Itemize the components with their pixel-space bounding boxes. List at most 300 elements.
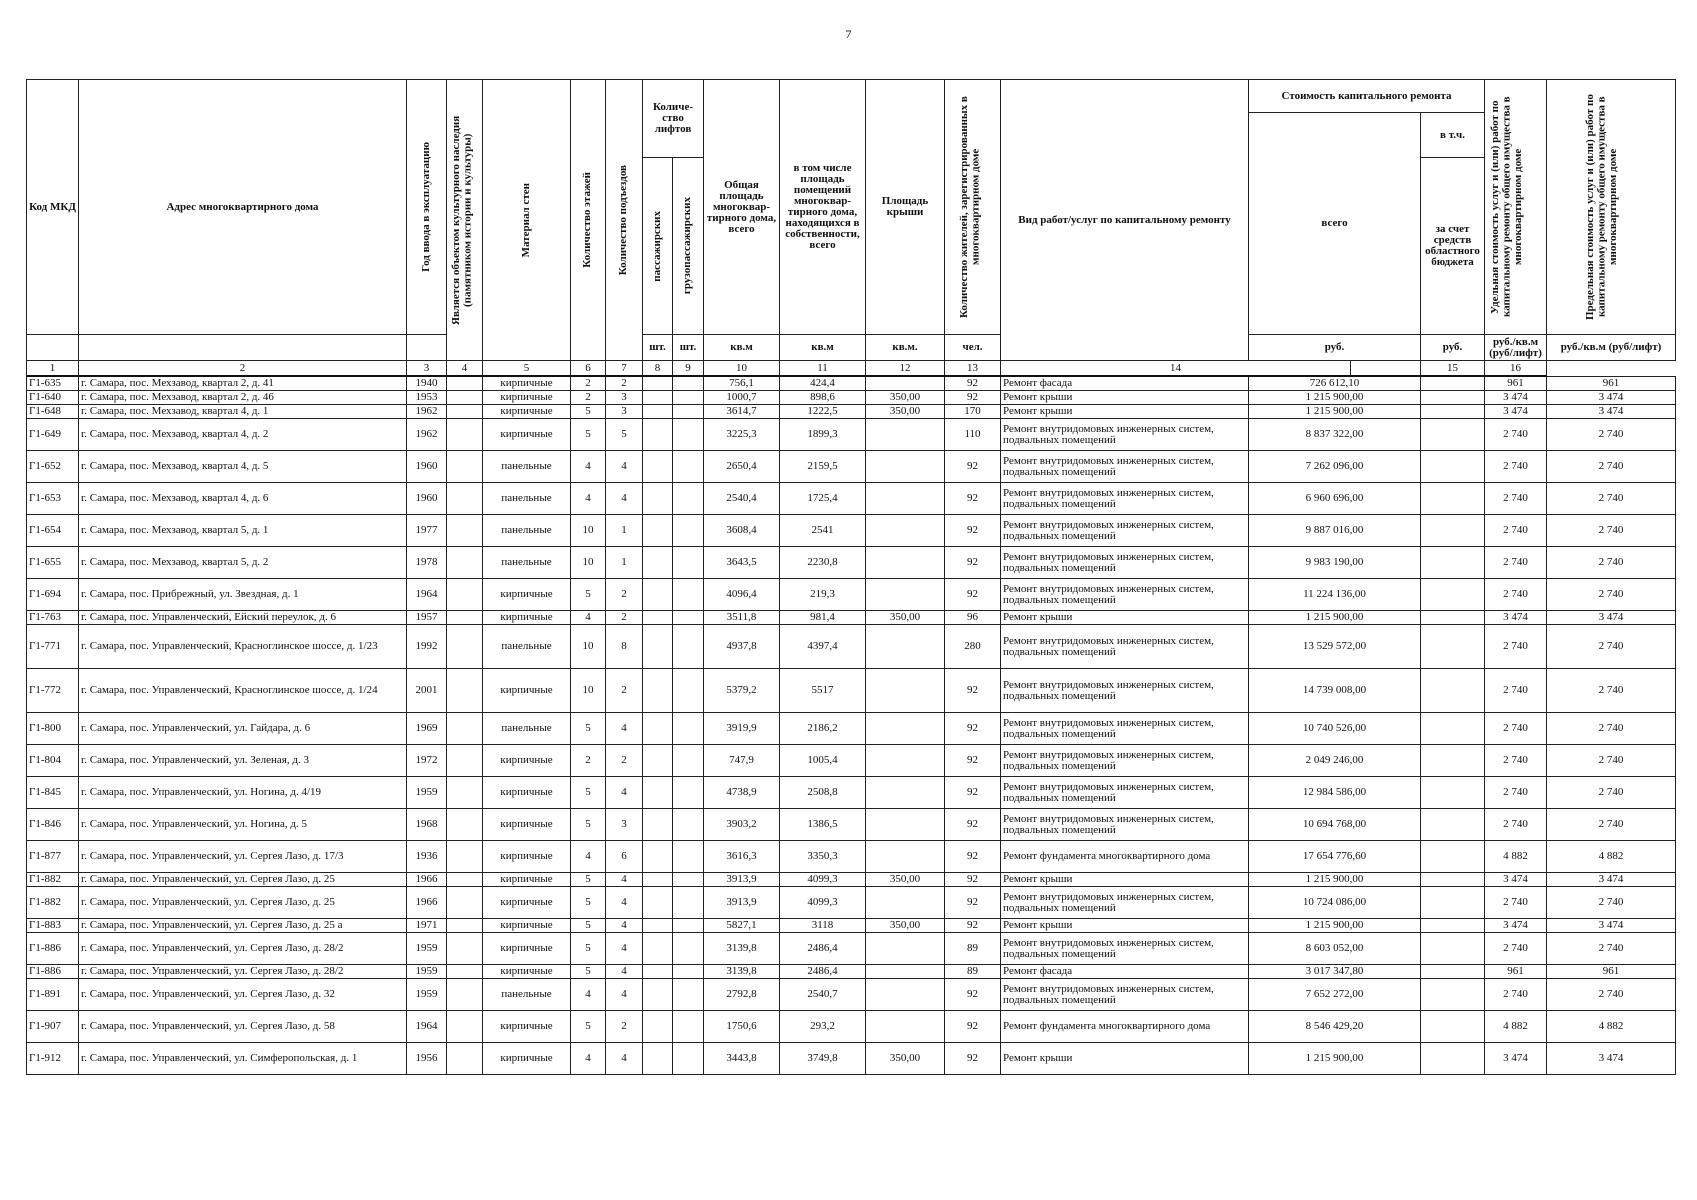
cell-cost-regional (1421, 611, 1485, 625)
cell-material: панельные (483, 451, 571, 483)
cell-kod: Г1-907 (27, 1011, 79, 1043)
cell-floors: 5 (571, 419, 606, 451)
table-row (27, 1011, 1676, 1043)
cell-material: кирпичные (483, 419, 571, 451)
cell-entrances: 6 (606, 841, 643, 873)
unit-cell: шт. (643, 335, 673, 361)
cell-roof-area (866, 376, 945, 391)
cell-cost-regional (1421, 451, 1485, 483)
cell-kod: Г1-655 (27, 547, 79, 579)
cell-entrances: 4 (606, 919, 643, 933)
cell-cultural (447, 965, 483, 979)
cell-unit-cost: 2 740 (1485, 419, 1547, 451)
cell-owned-area: 2540,7 (780, 979, 866, 1011)
cell-year: 1953 (407, 391, 447, 405)
cell-floors: 4 (571, 1043, 606, 1075)
cell-work-type: Ремонт крыши (1001, 391, 1249, 405)
cell-address: г. Самара, пос. Мехзавод, квартал 5, д. 1 (79, 515, 407, 547)
column-number-cell: 10 (704, 361, 780, 377)
cell-work-type: Ремонт фундамента многоквартирного дома (1001, 1011, 1249, 1043)
cell-work-type: Ремонт крыши (1001, 873, 1249, 887)
unit-cell: руб. (1421, 335, 1485, 361)
cell-work-type: Ремонт внутридомовых инженерных систем, подвальных помещений (1001, 579, 1249, 611)
cell-unit-cost: 3 474 (1485, 919, 1547, 933)
cell-material: кирпичные (483, 669, 571, 713)
cell-cost-regional (1421, 669, 1485, 713)
cell-lifts-passenger (643, 611, 673, 625)
cell-year: 1968 (407, 809, 447, 841)
cell-total-area: 3608,4 (704, 515, 780, 547)
cell-lifts-cargo (673, 933, 704, 965)
cell-lifts-cargo (673, 713, 704, 745)
cell-address: г. Самара, пос. Управленческий, ул. Гайдара, д. 6 (79, 713, 407, 745)
cell-owned-area: 2508,8 (780, 777, 866, 809)
cell-entrances: 2 (606, 745, 643, 777)
cell-total-area: 3903,2 (704, 809, 780, 841)
cell-unit-cost: 2 740 (1485, 745, 1547, 777)
cell-material: панельные (483, 625, 571, 669)
cell-owned-area: 981,4 (780, 611, 866, 625)
cell-kod: Г1-640 (27, 391, 79, 405)
cell-residents: 92 (945, 547, 1001, 579)
cell-roof-area: 350,00 (866, 873, 945, 887)
cell-work-type: Ремонт внутридомовых инженерных систем, подвальных помещений (1001, 483, 1249, 515)
cell-work-type: Ремонт внутридомовых инженерных систем, подвальных помещений (1001, 933, 1249, 965)
cell-lifts-cargo (673, 1043, 704, 1075)
cell-material: кирпичные (483, 933, 571, 965)
cell-total-area: 747,9 (704, 745, 780, 777)
table-row (27, 873, 1676, 887)
cell-floors: 5 (571, 873, 606, 887)
cell-lifts-cargo (673, 777, 704, 809)
cell-floors: 5 (571, 933, 606, 965)
cell-floors: 4 (571, 611, 606, 625)
cell-owned-area: 1725,4 (780, 483, 866, 515)
cell-cost-regional (1421, 713, 1485, 745)
cell-lifts-cargo (673, 919, 704, 933)
cell-entrances: 3 (606, 809, 643, 841)
table-row (27, 887, 1676, 919)
header-max-cost: Предельная стоимость услуг и (или) работ по капитальному ремонту общего имущества в многоквартирном доме (1547, 80, 1676, 335)
cell-lifts-cargo (673, 391, 704, 405)
table-row (27, 391, 1676, 405)
cell-work-type: Ремонт крыши (1001, 1043, 1249, 1075)
cell-cost-total: 8 603 052,00 (1249, 933, 1421, 965)
cell-entrances: 3 (606, 391, 643, 405)
cell-total-area: 1750,6 (704, 1011, 780, 1043)
table-row (27, 483, 1676, 515)
cell-cultural (447, 419, 483, 451)
cell-roof-area (866, 841, 945, 873)
column-number-cell: 3 (407, 361, 447, 377)
cell-floors: 4 (571, 841, 606, 873)
cell-kod: Г1-845 (27, 777, 79, 809)
cell-lifts-passenger (643, 887, 673, 919)
units-row (27, 335, 1676, 361)
cell-lifts-cargo (673, 809, 704, 841)
cell-residents: 92 (945, 919, 1001, 933)
cell-roof-area (866, 515, 945, 547)
cell-kod: Г1-882 (27, 873, 79, 887)
cell-roof-area (866, 419, 945, 451)
cell-entrances: 4 (606, 979, 643, 1011)
header-row (27, 80, 1676, 113)
header-lifts-passenger: пассажирских (643, 158, 673, 335)
column-number-cell: 7 (606, 361, 643, 377)
header-total-area: Общая площадь многоквар-тирного дома, всего (704, 80, 780, 335)
cell-cultural (447, 713, 483, 745)
cell-material: кирпичные (483, 376, 571, 391)
cell-material: кирпичные (483, 841, 571, 873)
cell-cultural (447, 483, 483, 515)
cell-year: 1959 (407, 777, 447, 809)
cell-work-type: Ремонт внутридомовых инженерных систем, подвальных помещений (1001, 777, 1249, 809)
cell-owned-area: 4397,4 (780, 625, 866, 669)
table-row (27, 515, 1676, 547)
cell-total-area: 5379,2 (704, 669, 780, 713)
cell-lifts-passenger (643, 919, 673, 933)
table-row (27, 841, 1676, 873)
cell-total-area: 1000,7 (704, 391, 780, 405)
cell-year: 1964 (407, 579, 447, 611)
cell-residents: 92 (945, 777, 1001, 809)
cell-address: г. Самара, пос. Мехзавод, квартал 4, д. 6 (79, 483, 407, 515)
cell-floors: 5 (571, 777, 606, 809)
cell-cost-total: 10 724 086,00 (1249, 887, 1421, 919)
cell-cultural (447, 841, 483, 873)
header-cost-incl: в т.ч. (1421, 113, 1485, 158)
cell-year: 1971 (407, 919, 447, 933)
cell-entrances: 8 (606, 625, 643, 669)
cell-owned-area: 5517 (780, 669, 866, 713)
cell-material: кирпичные (483, 873, 571, 887)
cell-lifts-passenger (643, 376, 673, 391)
cell-max-cost: 2 740 (1547, 515, 1676, 547)
cell-max-cost: 3 474 (1547, 919, 1676, 933)
cell-residents: 96 (945, 611, 1001, 625)
repair-register-table (26, 79, 1676, 1075)
cell-entrances: 4 (606, 887, 643, 919)
cell-floors: 10 (571, 669, 606, 713)
cell-cultural (447, 451, 483, 483)
unit-cell: руб. (1249, 335, 1421, 361)
cell-floors: 10 (571, 547, 606, 579)
cell-work-type: Ремонт внутридомовых инженерных систем, подвальных помещений (1001, 745, 1249, 777)
cell-owned-area: 2486,4 (780, 933, 866, 965)
table-row (27, 669, 1676, 713)
cell-unit-cost: 2 740 (1485, 979, 1547, 1011)
header-year: Год ввода в эксплуатацию (407, 80, 447, 335)
cell-lifts-passenger (643, 515, 673, 547)
cell-cost-regional (1421, 841, 1485, 873)
cell-lifts-passenger (643, 625, 673, 669)
cell-roof-area (866, 979, 945, 1011)
cell-work-type: Ремонт крыши (1001, 919, 1249, 933)
cell-year: 1964 (407, 1011, 447, 1043)
cell-residents: 92 (945, 809, 1001, 841)
cell-unit-cost: 2 740 (1485, 579, 1547, 611)
cell-cultural (447, 669, 483, 713)
cell-address: г. Самара, пос. Управленческий, ул. Сергея Лазо, д. 32 (79, 979, 407, 1011)
cell-cultural (447, 376, 483, 391)
unit-cell: кв.м (780, 335, 866, 361)
cell-total-area: 4096,4 (704, 579, 780, 611)
cell-work-type: Ремонт внутридомовых инженерных систем, подвальных помещений (1001, 713, 1249, 745)
cell-material: кирпичные (483, 777, 571, 809)
table-row (27, 777, 1676, 809)
cell-total-area: 3614,7 (704, 405, 780, 419)
cell-kod: Г1-877 (27, 841, 79, 873)
table-row (27, 713, 1676, 745)
cell-work-type: Ремонт внутридомовых инженерных систем, подвальных помещений (1001, 419, 1249, 451)
cell-material: кирпичные (483, 1011, 571, 1043)
cell-total-area: 3443,8 (704, 1043, 780, 1075)
cell-entrances: 1 (606, 515, 643, 547)
cell-cultural (447, 873, 483, 887)
column-number-cell: 13 (945, 361, 1001, 377)
cell-work-type: Ремонт крыши (1001, 405, 1249, 419)
cell-address: г. Самара, пос. Управленческий, Красноглинское шоссе, д. 1/23 (79, 625, 407, 669)
cell-residents: 92 (945, 873, 1001, 887)
cell-max-cost: 2 740 (1547, 669, 1676, 713)
header-residents: Количество жителей, зарегистрированных в многоквартирном доме (945, 80, 1001, 335)
cell-cost-total: 7 262 096,00 (1249, 451, 1421, 483)
cell-address: г. Самара, пос. Мехзавод, квартал 2, д. 41 (79, 376, 407, 391)
column-number-cell: 1 (27, 361, 79, 377)
cell-year: 2001 (407, 669, 447, 713)
cell-unit-cost: 2 740 (1485, 809, 1547, 841)
cell-residents: 280 (945, 625, 1001, 669)
cell-entrances: 2 (606, 579, 643, 611)
cell-lifts-passenger (643, 483, 673, 515)
cell-owned-area: 3350,3 (780, 841, 866, 873)
cell-work-type: Ремонт внутридомовых инженерных систем, подвальных помещений (1001, 625, 1249, 669)
column-number-cell: 8 (643, 361, 673, 377)
cell-max-cost: 3 474 (1547, 1043, 1676, 1075)
cell-address: г. Самара, пос. Мехзавод, квартал 5, д. 2 (79, 547, 407, 579)
cell-owned-area: 1899,3 (780, 419, 866, 451)
cell-year: 1956 (407, 1043, 447, 1075)
cell-cost-regional (1421, 887, 1485, 919)
cell-total-area: 3139,8 (704, 965, 780, 979)
cell-total-area: 3913,9 (704, 873, 780, 887)
cell-kod: Г1-886 (27, 965, 79, 979)
cell-address: г. Самара, пос. Управленческий, ул. Сергея Лазо, д. 28/2 (79, 965, 407, 979)
cell-total-area: 3913,9 (704, 887, 780, 919)
table-row (27, 809, 1676, 841)
cell-residents: 92 (945, 515, 1001, 547)
cell-cultural (447, 887, 483, 919)
cell-year: 1959 (407, 965, 447, 979)
cell-roof-area (866, 1011, 945, 1043)
cell-lifts-cargo (673, 419, 704, 451)
column-number-cell (1351, 361, 1421, 377)
column-number-cell: 4 (447, 361, 483, 377)
cell-floors: 2 (571, 376, 606, 391)
cell-year: 1959 (407, 979, 447, 1011)
unit-cell: чел. (945, 335, 1001, 361)
cell-address: г. Самара, пос. Управленческий, ул. Ногина, д. 4/19 (79, 777, 407, 809)
cell-cost-regional (1421, 391, 1485, 405)
cell-address: г. Самара, пос. Прибрежный, ул. Звездная, д. 1 (79, 579, 407, 611)
cell-max-cost: 4 882 (1547, 1011, 1676, 1043)
cell-residents: 92 (945, 1011, 1001, 1043)
cell-floors: 5 (571, 809, 606, 841)
cell-max-cost: 2 740 (1547, 745, 1676, 777)
cell-cost-regional (1421, 483, 1485, 515)
cell-unit-cost: 961 (1485, 965, 1547, 979)
cell-owned-area: 2186,2 (780, 713, 866, 745)
cell-max-cost: 4 882 (1547, 841, 1676, 873)
cell-roof-area (866, 777, 945, 809)
cell-address: г. Самара, пос. Управленческий, ул. Сергея Лазо, д. 58 (79, 1011, 407, 1043)
cell-cost-total: 10 740 526,00 (1249, 713, 1421, 745)
cell-lifts-passenger (643, 451, 673, 483)
cell-cost-regional (1421, 405, 1485, 419)
cell-lifts-cargo (673, 376, 704, 391)
cell-unit-cost: 4 882 (1485, 1011, 1547, 1043)
cell-total-area: 756,1 (704, 376, 780, 391)
cell-kod: Г1-846 (27, 809, 79, 841)
cell-kod: Г1-652 (27, 451, 79, 483)
cell-residents: 110 (945, 419, 1001, 451)
cell-cost-total: 1 215 900,00 (1249, 873, 1421, 887)
cell-residents: 92 (945, 483, 1001, 515)
column-number-cell: 9 (673, 361, 704, 377)
cell-unit-cost: 961 (1485, 376, 1547, 391)
table-row (27, 933, 1676, 965)
cell-roof-area: 350,00 (866, 919, 945, 933)
cell-total-area: 2792,8 (704, 979, 780, 1011)
cell-work-type: Ремонт фасада (1001, 965, 1249, 979)
cell-material: кирпичные (483, 405, 571, 419)
cell-cost-regional (1421, 547, 1485, 579)
cell-material: кирпичные (483, 579, 571, 611)
cell-address: г. Самара, пос. Управленческий, ул. Сергея Лазо, д. 25 а (79, 919, 407, 933)
cell-kod: Г1-772 (27, 669, 79, 713)
cell-entrances: 1 (606, 547, 643, 579)
cell-unit-cost: 3 474 (1485, 873, 1547, 887)
cell-total-area: 3511,8 (704, 611, 780, 625)
cell-material: панельные (483, 515, 571, 547)
cell-floors: 4 (571, 483, 606, 515)
header-lifts: Количе-ство лифтов (643, 80, 704, 158)
cell-owned-area: 3118 (780, 919, 866, 933)
cell-work-type: Ремонт внутридомовых инженерных систем, подвальных помещений (1001, 979, 1249, 1011)
cell-unit-cost: 2 740 (1485, 451, 1547, 483)
cell-work-type: Ремонт внутридомовых инженерных систем, подвальных помещений (1001, 809, 1249, 841)
cell-unit-cost: 2 740 (1485, 887, 1547, 919)
cell-total-area: 2540,4 (704, 483, 780, 515)
cell-address: г. Самара, пос. Мехзавод, квартал 2, д. 46 (79, 391, 407, 405)
cell-roof-area (866, 745, 945, 777)
cell-residents: 92 (945, 841, 1001, 873)
cell-owned-area: 2541 (780, 515, 866, 547)
column-number-cell: 12 (866, 361, 945, 377)
cell-address: г. Самара, пос. Мехзавод, квартал 4, д. 5 (79, 451, 407, 483)
cell-roof-area (866, 547, 945, 579)
cell-unit-cost: 2 740 (1485, 933, 1547, 965)
cell-owned-area: 2159,5 (780, 451, 866, 483)
cell-kod: Г1-635 (27, 376, 79, 391)
cell-residents: 89 (945, 965, 1001, 979)
header-cost-regional: за счет средств областного бюджета (1421, 158, 1485, 335)
cell-cultural (447, 515, 483, 547)
cell-owned-area: 3749,8 (780, 1043, 866, 1075)
cell-cultural (447, 745, 483, 777)
cell-material: кирпичные (483, 965, 571, 979)
cell-owned-area: 898,6 (780, 391, 866, 405)
table-row (27, 451, 1676, 483)
cell-cost-total: 1 215 900,00 (1249, 391, 1421, 405)
cell-address: г. Самара, пос. Управленческий, ул. Сергея Лазо, д. 28/2 (79, 933, 407, 965)
cell-work-type: Ремонт внутридомовых инженерных систем, подвальных помещений (1001, 669, 1249, 713)
cell-lifts-passenger (643, 391, 673, 405)
cell-entrances: 4 (606, 933, 643, 965)
cell-owned-area: 219,3 (780, 579, 866, 611)
cell-year: 1940 (407, 376, 447, 391)
unit-cell: кв.м. (866, 335, 945, 361)
cell-floors: 4 (571, 451, 606, 483)
cell-total-area: 2650,4 (704, 451, 780, 483)
header-owned-area: в том числе площадь помещений многоквар-тирного дома, находящихся в собственности, всего (780, 80, 866, 335)
cell-cost-regional (1421, 777, 1485, 809)
cell-lifts-cargo (673, 547, 704, 579)
cell-entrances: 2 (606, 376, 643, 391)
cell-entrances: 4 (606, 1043, 643, 1075)
column-number-cell: 15 (1421, 361, 1485, 377)
cell-address: г. Самара, пос. Управленческий, Красноглинское шоссе, д. 1/24 (79, 669, 407, 713)
cell-cost-total: 1 215 900,00 (1249, 1043, 1421, 1075)
cell-max-cost: 2 740 (1547, 451, 1676, 483)
cell-cost-regional (1421, 873, 1485, 887)
cell-residents: 92 (945, 887, 1001, 919)
cell-address: г. Самара, пос. Управленческий, Ейский переулок, д. 6 (79, 611, 407, 625)
cell-residents: 92 (945, 376, 1001, 391)
cell-lifts-passenger (643, 777, 673, 809)
cell-kod: Г1-653 (27, 483, 79, 515)
cell-cost-total: 8 546 429,20 (1249, 1011, 1421, 1043)
cell-lifts-cargo (673, 887, 704, 919)
header-work-type: Вид работ/услуг по капитальному ремонту (1001, 80, 1249, 361)
cell-unit-cost: 3 474 (1485, 611, 1547, 625)
column-number-cell: 14 (1001, 361, 1351, 377)
cell-cost-total: 2 049 246,00 (1249, 745, 1421, 777)
cell-lifts-passenger (643, 873, 673, 887)
cell-max-cost: 961 (1547, 965, 1676, 979)
cell-entrances: 2 (606, 611, 643, 625)
cell-cost-total: 13 529 572,00 (1249, 625, 1421, 669)
header-cost: Стоимость капитального ремонта (1249, 80, 1485, 113)
cell-lifts-passenger (643, 669, 673, 713)
cell-lifts-cargo (673, 965, 704, 979)
cell-kod: Г1-891 (27, 979, 79, 1011)
cell-kod: Г1-804 (27, 745, 79, 777)
cell-owned-area: 4099,3 (780, 887, 866, 919)
header-unit-cost: Удельная стоимость услуг и (или) работ по капитальному ремонту общего имущества в многоквартирном доме (1485, 80, 1547, 335)
cell-year: 1966 (407, 887, 447, 919)
cell-cultural (447, 919, 483, 933)
cell-roof-area (866, 713, 945, 745)
cell-max-cost: 3 474 (1547, 611, 1676, 625)
cell-year: 1972 (407, 745, 447, 777)
cell-total-area: 3139,8 (704, 933, 780, 965)
table-row (27, 547, 1676, 579)
cell-material: панельные (483, 547, 571, 579)
cell-cultural (447, 933, 483, 965)
cell-cost-regional (1421, 809, 1485, 841)
cell-material: панельные (483, 979, 571, 1011)
